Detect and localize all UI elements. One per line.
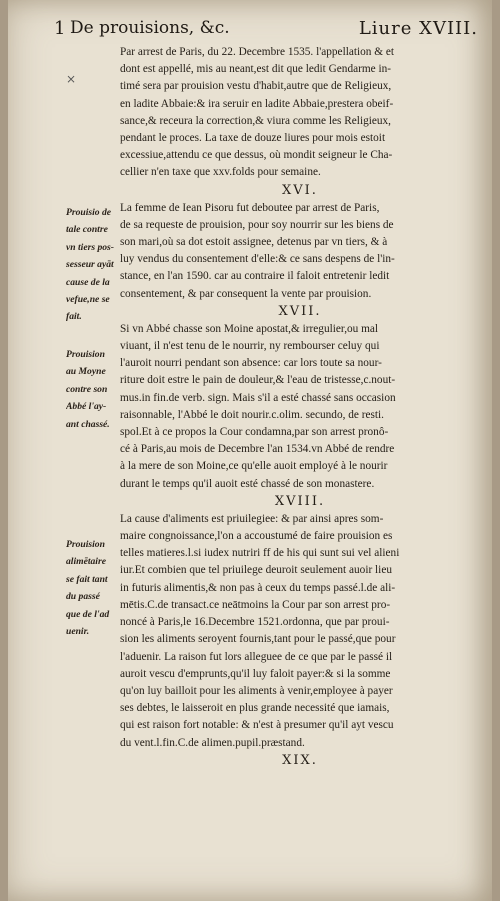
text-line: ses debtes, le laisseroit en plus grande necessité que iamais, [120,702,390,715]
text-line: sion les aliments seroyent fournis,tant pour le passé,que pour [120,633,396,646]
marginal-line: Prouision [66,539,105,550]
text-line: consentement, & par consequent la vente par prouision. [120,287,372,300]
marginal-note-3 [66,536,122,640]
section-heading: XVIII. [274,493,326,509]
marginal-line: Abbé l'ay- [66,401,107,413]
section-heading: XIX. [282,752,318,768]
running-head: De prouisions, &c. [70,18,230,38]
section-heading: XVI. [282,182,318,198]
text-line: de sa requeste de prouision, pour soy nourrir sur les biens de [120,218,394,231]
text-line: l'aduenir. La raison fut lors alleguee de ce que par le passé il [120,650,393,663]
marginal-line: vn tiers pos- [66,241,114,253]
marginal-line: contre son [66,383,108,395]
text-line: iur.Et combien que tel priuilege deuroit seulement auoir lieu [120,564,392,577]
marginal-line: Prouision [66,349,105,360]
section-17 [120,303,480,493]
section-heading: XVII. [278,303,322,319]
text-line: La femme de Iean Pisoru fut deboutee par arrest de Paris, [120,201,380,214]
marginal-line: vefue,ne se [66,294,110,306]
marginal-line: tale contre [66,224,108,236]
text-line: mus.in fin.de verb. sign. Mais s'il a esté chassé sans occasion [120,391,396,404]
marginal-note-1 [66,204,122,326]
text-line: noncé à Paris,le 16.Decembre 1521.ordonna, que par proui- [120,616,390,629]
marginal-line: uenir. [66,626,90,638]
marginal-line: sesseur ayāt [66,259,114,271]
marginal-line: cause de la [66,276,110,288]
text-line: Par arrest de Paris, du 22. Decembre 1535. l'appellation & et [120,46,395,58]
text-line: durant le temps qu'il auoit esté chassé de son monastere. [120,477,375,490]
text-line: en ladite Abbaie:& ira seruir en ladite Abbaie,prestera obeif- [120,97,394,110]
folio-number: 1 [54,18,66,39]
page-header [54,18,482,40]
text-line: à la mere de son Moine,ce qu'elle auoit employé à le nourir [120,460,388,473]
text-line: excessiue,attendu ce que dessus, où mondit seigneur le Cha- [120,149,393,162]
text-line: l'auroit nourri pendant son absence: car lors toute sa nour- [120,357,382,370]
section-19 [120,752,480,770]
text-line: pendant le proces. La taxe de douze liures pour mois estoit [120,132,386,145]
text-line: mētis.C.de transact.ce neātmoins la Cour par son arrest pro- [120,598,391,611]
text-line: spol.Et à ce propos la Cour condamna,par son arrest pronô- [120,426,389,439]
text-line: qu'on luy bailloit pour les aliments à venir,employee à payer [120,684,393,697]
text-line: son mari,où sa dot estoit assignee, detenus par vn tiers, & à [120,236,388,249]
text-line: auroit vescu d'emprunts,qu'il luy faloit payer:& si la somme [120,667,391,680]
text-line: La cause d'aliments est priuilegiee: & par ainsi apres som- [120,512,384,525]
section-continuation [120,44,480,182]
text-line: luy vendus du consentement d'elle:& ce sans despens de l'in- [120,253,395,266]
text-line: stance, en l'an 1590. car au contraire il faloit entretenir ledit [120,270,390,283]
book-page [8,0,492,901]
section-18 [120,493,480,752]
marginal-line: se fait tant [66,573,108,585]
text-line: viuant, il n'est tenu de le nourrir, ny rembourser celuy qui [120,340,380,353]
text-line: Si vn Abbé chasse son Moine apostat,& irregulier,ou mal [120,322,379,335]
marginal-note-2 [66,346,122,433]
marginal-line: au Moyne [66,366,106,378]
marginal-line: Prouisio de [66,207,112,218]
book-number: Liure XVIII. [358,18,478,39]
marginal-line: que de l'ad [66,608,110,620]
text-line: cé à Paris,au mois de Decembre l'an 1534.vn Abbé de rendre [120,443,395,456]
marginal-line: du passé [66,591,100,603]
marginal-line: ant chassé. [66,418,110,430]
text-line: maire congnoissance,l'on a accoustumé de faire prouision es [120,530,393,543]
text-line: raisonnable, l'Abbé le doit nourir.c.olim. secundo, de resti. [120,408,384,421]
text-line: sance,& receura la correction,& viura comme les Religieux, [120,114,392,127]
text-line: qui est raison fort notable: & n'est à presumer qu'il ayt vescu [120,719,394,732]
text-line: in futuris alimentis,& non pas à ceux du temps passé.l.de ali- [120,581,396,594]
main-text [120,44,480,770]
marginal-line: alimētaire [66,556,106,568]
marginal-line: fait. [66,311,82,323]
text-line: du vent.l.fin.C.de alimen.pupil.præstand. [120,736,305,749]
text-line: timé sera par prouision vestu d'habit,autre que de Religieux, [120,80,392,93]
text-line: riture doit estre le pain de douleur,& l'eau de tristesse,c.nout- [120,374,396,387]
text-line: dont est appellé, mis au neant,est dit que ledit Gendarme in- [120,63,392,76]
margin-mark: × [66,72,77,86]
section-16 [120,182,480,303]
text-line: telles matieres.l.si iudex nutriri ff de his qui sunt sui vel alieni [120,547,400,560]
text-line: cellier n'en taxe que xxv.folds pour semaine. [120,166,321,179]
